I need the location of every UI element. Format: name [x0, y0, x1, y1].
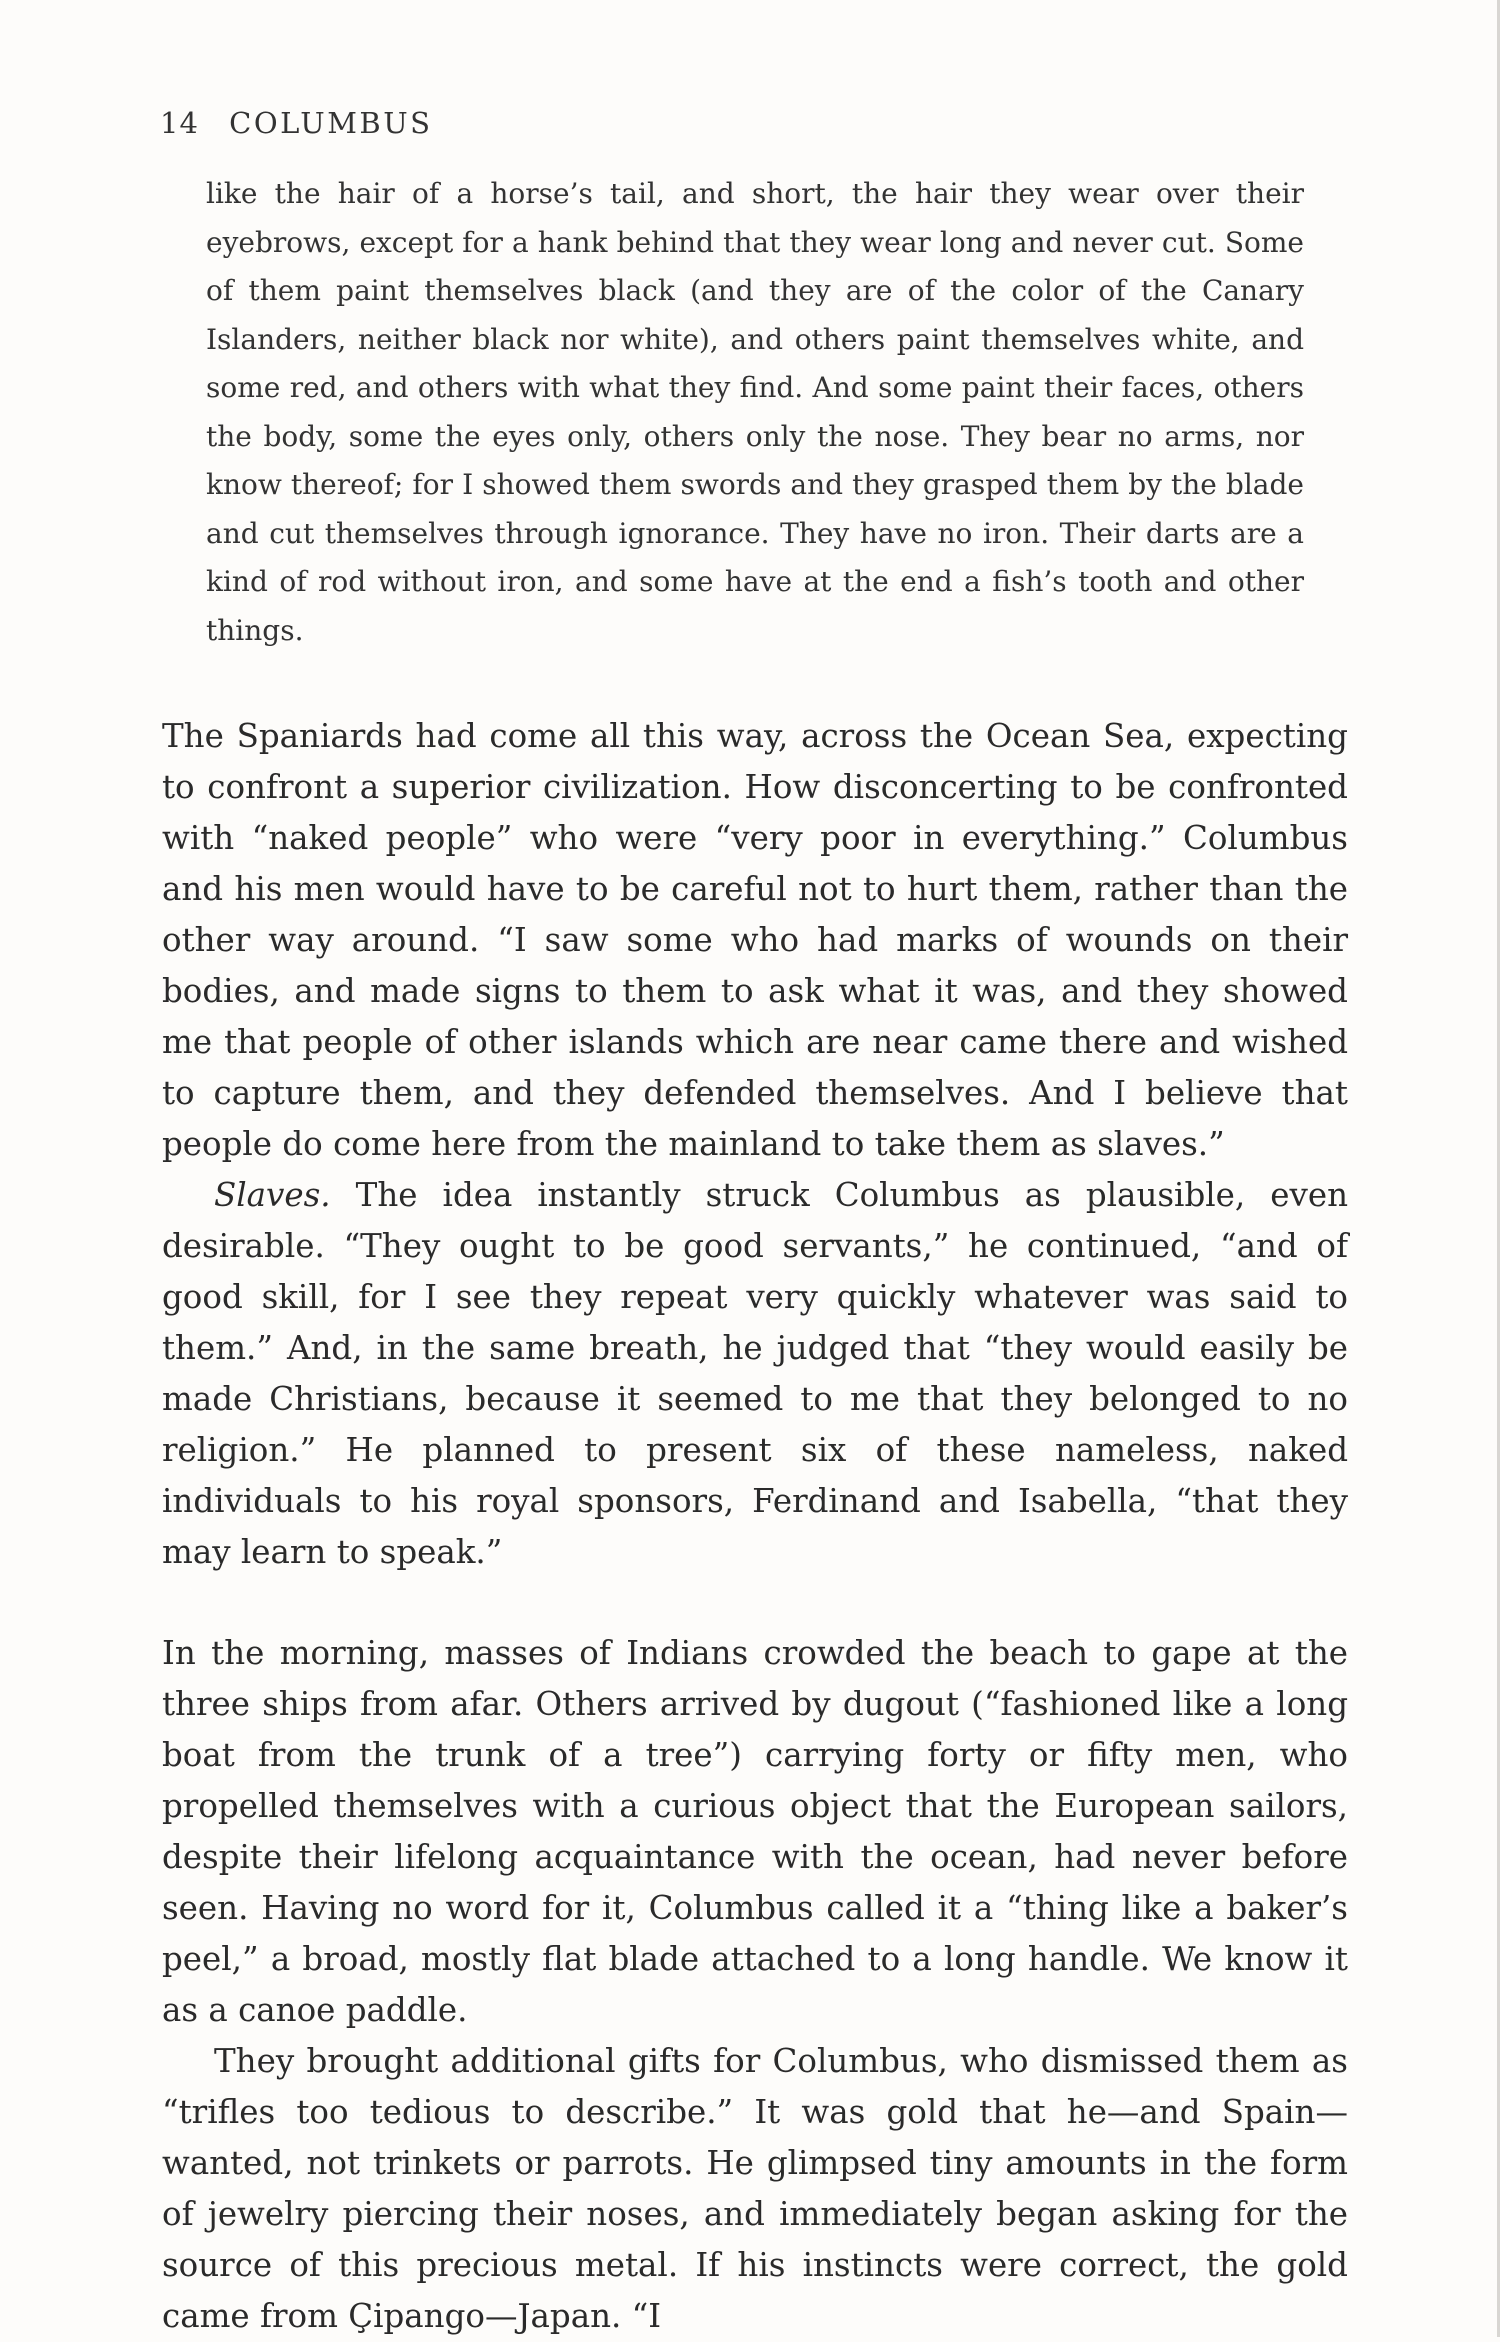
- page-number: 14: [160, 106, 199, 140]
- block-quote: like the hair of a horse’s tail, and short, the hair they wear over their eyebrows, except for a hank behind that they wear long and never cut. Some of them paint themselves black (and they are of the color of the Canary Islanders, neither black nor white), and others paint themselves white, and some red, and others with what they find. And some paint their faces, others the body, some the eyes only, others only the nose. They bear no arms, nor know thereof; for I showed them swords and they grasped them by the blade and cut themselves through ignorance. They have no iron. Their darts are a kind of rod without iron, and some have at the end a fish’s tooth and other things.: [206, 177, 1304, 647]
- paragraph-spaniards: The Spaniards had come all this way, across the Ocean Sea, expecting to confront a superior civilization. How disconcerting to be confronted with “naked people” who were “very poor in everything.” Columbus and his men would have to be careful not to hurt them, rather than the other way around. “I saw some who had marks of wounds on their bodies, and made signs to them to ask what it was, and they showed me that people of other islands which are near came there and wished to capture them, and they defended themselves. And I believe that people do come here from the mainland to take them as slaves.”: [162, 717, 1348, 1163]
- italic-lead-word: Slaves.: [214, 1176, 331, 1214]
- paragraph-morning: In the morning, masses of Indians crowded the beach to gape at the three ships from afar. Others arrived by dugout (“fashioned like a long boat from the trunk of a tree”) carrying forty or fifty men, who propelled themselves with a curious object that the European sailors, despite their lifelong acquaintance with the ocean, had never before seen. Having no word for it, Columbus called it a “thing like a baker’s peel,” a broad, mostly flat blade attached to a long handle. We know it as a canoe paddle.: [162, 1634, 1348, 2029]
- paragraph-slaves-text: The idea instantly struck Columbus as plausible, even desirable. “They ought to be good servants,” he continued, “and of good skill, for I see they repeat very quickly whatever was said to them.” And, in the same breath, he judged that “they would easily be made Christians, because it seemed to me that they belonged to no religion.” He planned to present six of these nameless, naked individuals to his royal sponsors, Ferdinand and Isabella, “that they may learn to speak.”: [162, 1176, 1348, 1571]
- paragraph-gifts: They brought additional gifts for Columbus, who dismissed them as “trifles too tedious to describe.” It was gold that he—and Spain—wanted, not trinkets or parrots. He glimpsed tiny amounts in the form of jewelry piercing their noses, and immediately began asking for the source of this precious metal. If his instincts were correct, the gold came from Çipango—Japan. “I: [162, 2042, 1348, 2335]
- page-body: [162, 170, 1348, 2342]
- paragraph-slaves: [162, 1170, 1348, 1578]
- running-head: [160, 106, 433, 140]
- running-head-title: COLUMBUS: [229, 106, 433, 140]
